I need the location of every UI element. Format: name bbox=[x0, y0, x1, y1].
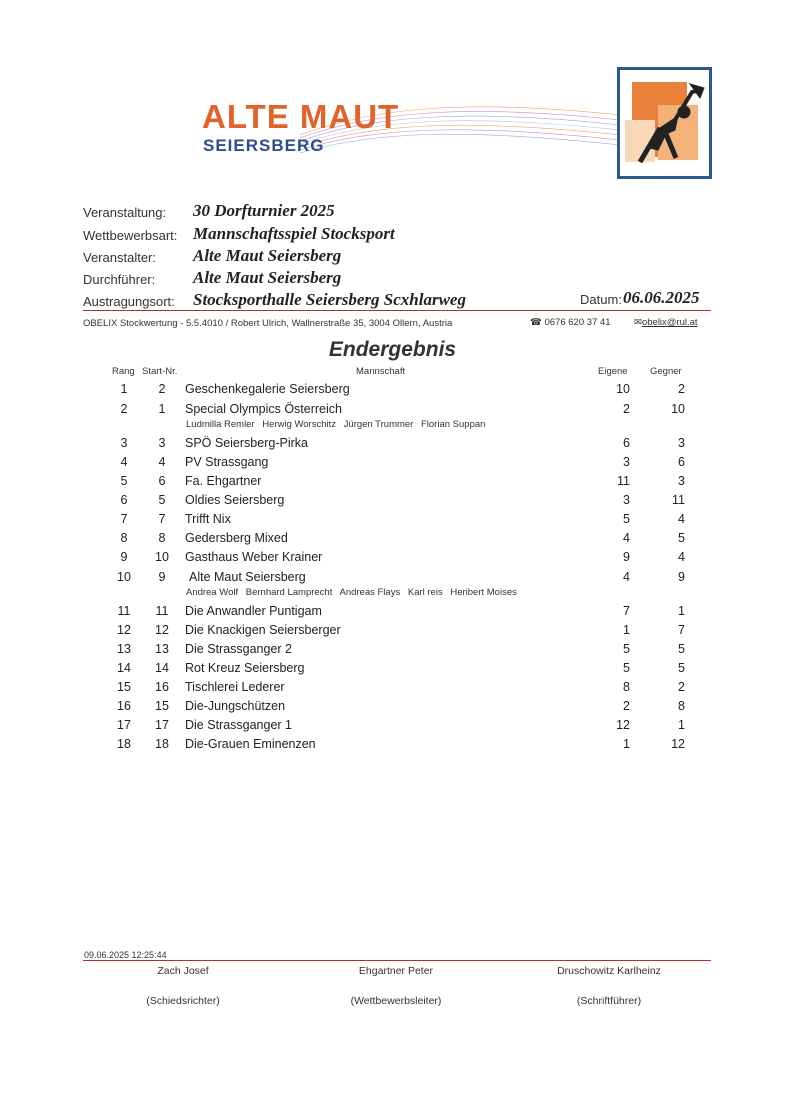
header-team: Mannschaft bbox=[356, 366, 406, 377]
start-nr: 9 bbox=[158, 570, 166, 584]
rang: 11 bbox=[117, 604, 131, 618]
header-rang: Rang bbox=[112, 366, 135, 377]
start-nr: 12 bbox=[155, 623, 169, 637]
gegner: 3 bbox=[678, 474, 685, 488]
team-members bbox=[186, 419, 490, 430]
rang: 2 bbox=[120, 402, 128, 416]
rang: 12 bbox=[117, 623, 131, 637]
date-label: Datum: bbox=[580, 292, 622, 307]
executor-label: Durchführer: bbox=[83, 272, 156, 287]
start-nr: 3 bbox=[158, 436, 166, 450]
member-name: Heribert Moises bbox=[450, 587, 517, 598]
competition-type-label: Wettbewerbsart: bbox=[83, 228, 178, 243]
venue-label: Austragungsort: bbox=[83, 294, 175, 309]
start-nr: 1 bbox=[158, 402, 166, 416]
event-label: Veranstaltung: bbox=[83, 205, 167, 220]
gegner: 5 bbox=[678, 642, 685, 656]
member-name: Florian Suppan bbox=[420, 419, 486, 430]
header-start: Start-Nr. bbox=[142, 366, 178, 377]
rang: 18 bbox=[117, 737, 131, 751]
rang: 4 bbox=[120, 455, 128, 469]
gegner: 1 bbox=[678, 718, 685, 732]
start-nr: 14 bbox=[155, 661, 169, 675]
member-name: Andrea Wolf bbox=[186, 587, 239, 598]
team-name: Gasthaus Weber Krainer bbox=[185, 550, 323, 564]
rang: 16 bbox=[117, 699, 131, 713]
referee-name: Zach Josef bbox=[157, 965, 209, 977]
start-nr: 11 bbox=[155, 604, 169, 618]
team-name: Geschenkegalerie Seiersberg bbox=[185, 382, 350, 396]
start-nr: 10 bbox=[155, 550, 169, 564]
eigene: 10 bbox=[616, 382, 630, 396]
start-nr: 7 bbox=[158, 512, 166, 526]
eigene: 2 bbox=[623, 699, 630, 713]
gegner: 5 bbox=[678, 661, 685, 675]
start-nr: 17 bbox=[155, 718, 169, 732]
rang: 9 bbox=[120, 550, 128, 564]
eigene: 3 bbox=[623, 493, 630, 507]
eigene: 3 bbox=[623, 455, 630, 469]
eigene: 4 bbox=[623, 570, 630, 584]
rang: 7 bbox=[120, 512, 128, 526]
team-name: PV Strassgang bbox=[185, 455, 269, 469]
team-name: Trifft Nix bbox=[185, 512, 231, 526]
team-name: Die Strassganger 2 bbox=[185, 642, 293, 656]
team-name: Alte Maut Seiersberg bbox=[189, 570, 306, 584]
team-name: Die Anwandler Puntigam bbox=[185, 604, 322, 618]
gegner: 5 bbox=[678, 531, 685, 545]
eigene: 4 bbox=[623, 531, 630, 545]
gegner: 10 bbox=[671, 402, 685, 416]
gegner: 2 bbox=[678, 680, 685, 694]
rang: 15 bbox=[117, 680, 131, 694]
eigene: 5 bbox=[623, 642, 630, 656]
gegner: 4 bbox=[678, 550, 685, 564]
start-nr: 5 bbox=[158, 493, 166, 507]
competition-director-role: (Wettbewerbsleiter) bbox=[350, 995, 442, 1007]
organizer-value: Alte Maut Seiersberg bbox=[193, 246, 342, 265]
email-link[interactable]: obelix@rul.at bbox=[641, 317, 698, 328]
start-nr: 15 bbox=[155, 699, 169, 713]
team-name: Oldies Seiersberg bbox=[185, 493, 285, 507]
start-nr: 4 bbox=[158, 455, 166, 469]
team-name: Gedersberg Mixed bbox=[185, 531, 288, 545]
start-nr: 16 bbox=[155, 680, 169, 694]
phone-contact bbox=[530, 317, 611, 328]
secretary-name: Druschowitz Karlheinz bbox=[557, 965, 661, 977]
organizer-label: Veranstalter: bbox=[83, 250, 156, 265]
footer-divider bbox=[83, 960, 711, 961]
team-name: Die Knackigen Seiersberger bbox=[185, 623, 341, 637]
gegner: 9 bbox=[678, 570, 685, 584]
gegner: 7 bbox=[678, 623, 685, 637]
eigene: 7 bbox=[623, 604, 630, 618]
eigene: 12 bbox=[616, 718, 630, 732]
curler-icon bbox=[620, 70, 709, 176]
member-name: Herwig Worschitz bbox=[262, 419, 337, 430]
team-members bbox=[186, 587, 522, 598]
team-name: Rot Kreuz Seiersberg bbox=[185, 661, 305, 675]
gegner: 1 bbox=[678, 604, 685, 618]
team-name: SPÖ Seiersberg-Pirka bbox=[185, 436, 308, 450]
phone-icon: ☎ bbox=[530, 317, 542, 328]
team-name: Special Olympics Österreich bbox=[185, 402, 342, 416]
team-name: Fa. Ehgartner bbox=[185, 474, 262, 488]
start-nr: 13 bbox=[155, 642, 169, 656]
member-name: Jürgen Trummer bbox=[343, 419, 414, 430]
rang: 1 bbox=[120, 382, 128, 396]
gegner: 8 bbox=[678, 699, 685, 713]
envelope-icon: ✉ bbox=[634, 317, 642, 328]
email-contact[interactable] bbox=[634, 317, 698, 328]
eigene: 5 bbox=[623, 661, 630, 675]
software-info: OBELIX Stockwertung - 5.5.4010 / Robert Ulrich, Wallnerstraße 35, 3004 Ollern, Austria bbox=[83, 318, 453, 329]
eigene: 5 bbox=[623, 512, 630, 526]
eigene: 6 bbox=[623, 436, 630, 450]
member-name: Bernhard Lamprecht bbox=[245, 587, 333, 598]
page-title: Endergebnis bbox=[328, 338, 457, 361]
secretary-role: (Schriftführer) bbox=[576, 995, 642, 1007]
rang: 6 bbox=[120, 493, 128, 507]
gegner: 6 bbox=[678, 455, 685, 469]
competition-director-name: Ehgartner Peter bbox=[358, 965, 434, 977]
gegner: 12 bbox=[671, 737, 685, 751]
eigene: 8 bbox=[623, 680, 630, 694]
team-name: Die-Grauen Eminenzen bbox=[185, 737, 316, 751]
header-gegner: Gegner bbox=[650, 366, 682, 377]
referee-role: (Schiedsrichter) bbox=[146, 995, 220, 1007]
stocksport-badge bbox=[617, 67, 712, 179]
date-value: 06.06.2025 bbox=[623, 288, 700, 307]
rang: 5 bbox=[120, 474, 128, 488]
eigene: 9 bbox=[623, 550, 630, 564]
team-name: Die-Jungschützen bbox=[185, 699, 286, 713]
executor-value: Alte Maut Seiersberg bbox=[193, 268, 342, 287]
print-timestamp: 09.06.2025 12:25:44 bbox=[84, 950, 167, 960]
competition-type-value: Mannschaftsspiel Stocksport bbox=[193, 224, 395, 243]
gegner: 11 bbox=[672, 493, 685, 507]
team-name: Tischlerei Lederer bbox=[185, 680, 285, 694]
rang: 3 bbox=[120, 436, 128, 450]
header-divider bbox=[83, 310, 711, 311]
rang: 10 bbox=[117, 570, 131, 584]
header-eigene: Eigene bbox=[598, 366, 628, 377]
member-name: Ludmilla Remler bbox=[186, 419, 255, 430]
eigene: 1 bbox=[623, 737, 630, 751]
start-nr: 8 bbox=[158, 531, 166, 545]
eigene: 2 bbox=[623, 402, 630, 416]
member-name: Karl reis bbox=[407, 587, 443, 598]
member-name: Andreas Flays bbox=[339, 587, 401, 598]
eigene: 1 bbox=[623, 623, 630, 637]
start-nr: 18 bbox=[155, 737, 169, 751]
logo-subtitle: SEIERSBERG bbox=[203, 136, 325, 155]
logo-title: ALTE MAUT bbox=[202, 98, 400, 135]
start-nr: 6 bbox=[158, 474, 166, 488]
start-nr: 2 bbox=[158, 382, 166, 396]
rang: 8 bbox=[120, 531, 128, 545]
gegner: 3 bbox=[678, 436, 685, 450]
venue-value: Stocksporthalle Seiersberg Scxhlarweg bbox=[193, 290, 466, 309]
eigene: 11 bbox=[617, 474, 630, 488]
gegner: 2 bbox=[678, 382, 685, 396]
rang: 17 bbox=[117, 718, 131, 732]
rang: 13 bbox=[117, 642, 131, 656]
gegner: 4 bbox=[678, 512, 685, 526]
phone-number: 0676 620 37 41 bbox=[544, 317, 611, 328]
team-name: Die Strassganger 1 bbox=[185, 718, 293, 732]
rang: 14 bbox=[117, 661, 131, 675]
event-value: 30 Dorfturnier 2025 bbox=[193, 201, 335, 220]
